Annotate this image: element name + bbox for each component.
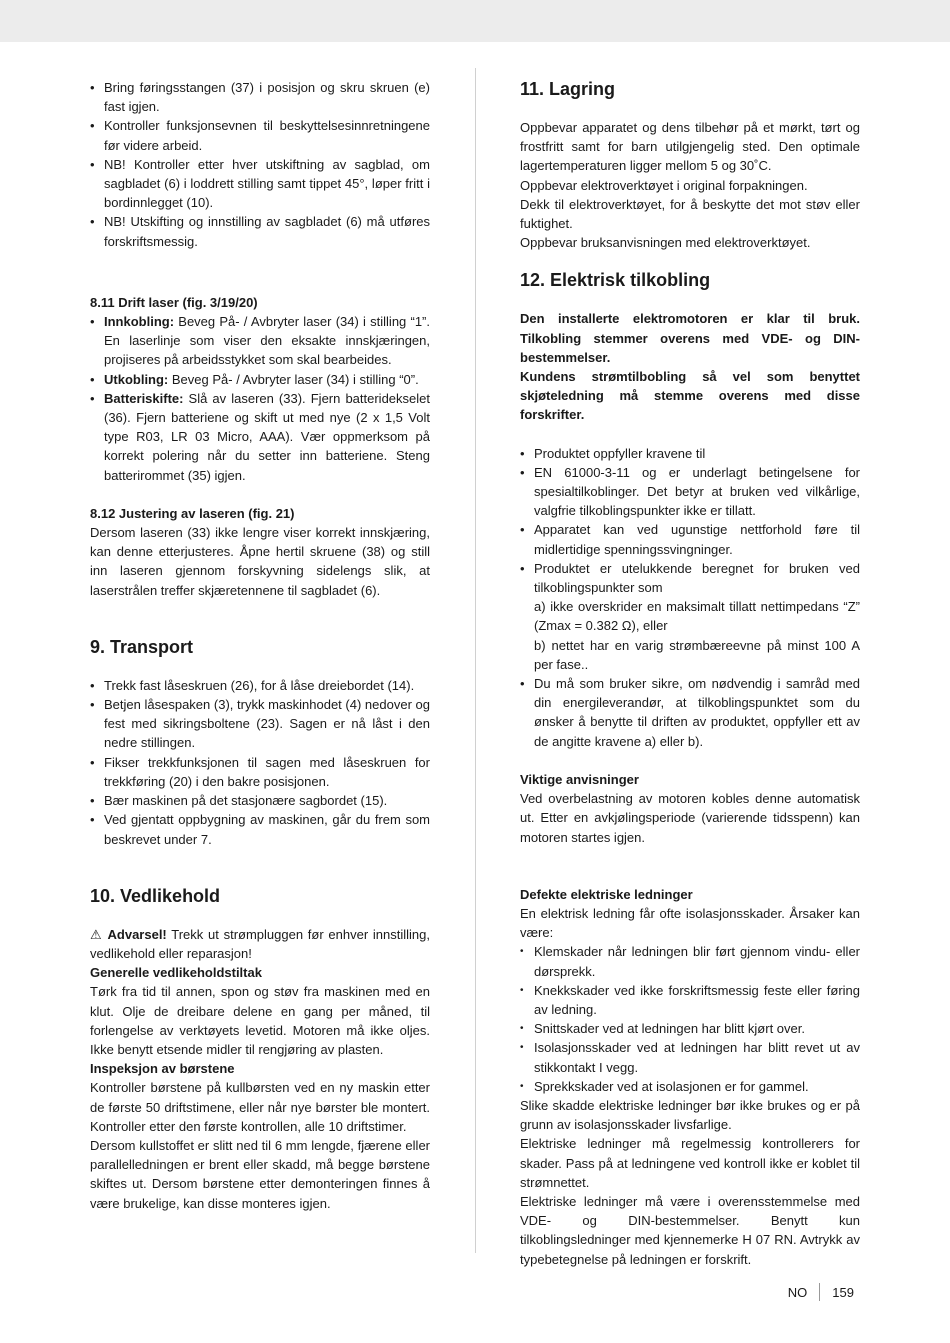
list-item <box>520 559 860 674</box>
list-item: • Ved gjentatt oppbygning av maskinen, går du frem som beskrevet under 7. <box>90 810 430 848</box>
right-column <box>520 78 860 1269</box>
list-item <box>90 389 430 485</box>
section-10-heading: 10. Vedlikehold <box>90 885 221 906</box>
language-code: NO <box>787 1284 808 1300</box>
section-9-heading: 9. Transport <box>90 636 194 657</box>
list-item: • Bring føringsstangen (37) i posisjon og skru skruen (e) fast igjen. <box>90 78 430 116</box>
warning-triangle-icon: ⚠ <box>90 926 103 942</box>
intro-bullet-list <box>90 78 430 251</box>
general-maintenance-title: Generelle vedlikeholdstiltak <box>90 965 262 981</box>
column-divider <box>475 68 476 1253</box>
storage-text: Oppbevar apparatet og dens tilbehør på et mørkt, tørt og frostfritt samt for barn utilgjengelig sted. Den optimale lagertemperaturen ligger mellom 5 og 30˚C. <box>520 120 860 174</box>
page-footer <box>788 1283 854 1301</box>
list-item: • Isolasjonsskader ved at ledningen har blitt revet ut av stikkontakt I vegg. <box>520 1038 860 1076</box>
storage-text: Oppbevar elektroverktøyet i original forpakningen. <box>520 177 808 193</box>
condition-b: b) nettet har en varig strømbæreevne på minst 100 A per fase.. <box>534 637 860 672</box>
brush-inspection-title: Inspeksjon av børstene <box>90 1061 235 1077</box>
laser-operation-list <box>90 312 430 485</box>
transport-list <box>90 676 430 849</box>
list-item: • Trekk fast låseskruen (26), for å låse dreiebordet (14). <box>90 676 430 695</box>
section-8-12-text: Dersom laseren (33) ikke lengre viser korrekt innskjæring, kan denne etterjusteres. Åpne hertil skruene (38) og still inn laseren gjennom forskyvning sidelengs slik, at laserstrålen treffer skjæretennene til sagbladet (6). <box>90 525 430 598</box>
list-item: • Snittskader ved at ledningen har blitt kjørt over. <box>520 1019 860 1038</box>
list-item: • Kontroller funksjonsevnen til beskyttelsesinnretningene før videre arbeid. <box>90 116 430 154</box>
list-item: • Bær maskinen på det stasjonære sagbordet (15). <box>90 791 430 810</box>
item-text: Beveg På- / Avbryter laser (34) i stilling “0”. <box>168 371 419 387</box>
section-8-12-title: 8.12 Justering av laseren (fig. 21) <box>90 505 295 521</box>
important-notes-title: Viktige anvisninger <box>520 771 639 787</box>
item-text: Slå av laseren (33). Fjern batteridekselet (36). Fjern batteriene og skift ut med nye (2 x 1,5 Volt type R03, LR 03 Micro, AAA). Vær oppmerksom på korrekt polering når du setter inn batteriene. Steng batterirommet (35) igjen. <box>104 390 430 483</box>
defective-cables-text: Slike skadde elektriske ledninger bør ikke brukes og er på grunn av isolasjonsskader livsfarlige. <box>520 1097 860 1133</box>
item-label: Batteriskifte: <box>104 390 184 406</box>
connection-notice-2: Kundens strømtilbobling så vel som benyttet skjøteledning må stemme overens med disse forskrifter. <box>520 369 860 423</box>
warning-paragraph <box>90 925 430 963</box>
footer-separator <box>819 1283 820 1301</box>
section-11-heading: 11. Lagring <box>520 79 616 99</box>
section-12-heading: 12. Elektrisk tilkobling <box>520 270 711 291</box>
list-item: • Produktet oppfyller kravene til <box>520 444 860 463</box>
page-number: 159 <box>832 1284 854 1300</box>
list-item: • Sprekkskader ved at isolasjonen er for gammel. <box>520 1077 860 1096</box>
defective-cables-intro: En elektrisk ledning får ofte isolasjonsskader. Årsaker kan være: <box>520 905 860 941</box>
list-item <box>90 370 430 389</box>
item-label: Utkobling: <box>104 371 169 387</box>
item-label: Innkobling: <box>104 314 175 330</box>
list-item: • Klemskader når ledningen blir ført gjennom vindu- eller dørsprekk. <box>520 942 860 980</box>
connection-requirements-list <box>520 444 860 751</box>
condition-a: a) ikke overskrider en maksimalt tillatt nettimpedans “Z” (Zmax = 0.382 Ω), eller <box>534 599 860 634</box>
item-text: Beveg På- / Avbryter laser (34) i stilling “1”. En laserlinje som viser den eksakte innskjæringen, projiseres på arbeidsstykket som skal bearbeides. <box>104 314 430 368</box>
warning-text: Trekk ut strømpluggen før enhver innstilling, vedlikehold eller reparasjon! <box>90 926 430 961</box>
warning-label: Advarsel! <box>107 926 167 942</box>
list-item: • EN 61000-3-11 og er underlagt betingelsene for spesialtilkoblinger. Det betyr at bruken ved vilkårlige, valgfrie tilkoblingspunkter ikke er tillatt. <box>520 463 860 521</box>
damage-causes-list <box>520 942 860 1096</box>
left-column <box>90 78 430 1213</box>
connection-notice: Den installerte elektromotoren er klar til bruk. Tilkobling stemmer overens med VDE- og DIN-bestemmelser. <box>520 311 860 365</box>
list-item <box>90 312 430 370</box>
brush-inspection-text-2: Dersom kullstoffet er slitt ned til 6 mm lengde, fjærene eller parallelledningen er brent eller skadd, må begge børstene skiftes ut. Dersom børstene etter demonteringen finnes å være brukelige, kan disse monteres igjen. <box>90 1137 430 1211</box>
storage-text: Dekk til elektroverktøyet, for å beskytte det mot støv eller fuktighet. <box>520 196 860 232</box>
defective-cables-text-3: Elektriske ledninger må være i overensstemmelse med VDE- og DIN-bestemmelser. Benytt kun tilkoblingsledninger med kjennemerke H 07 RN. Avtrykk av typebetegnelse på ledningen er forskrift. <box>520 1193 860 1267</box>
important-notes-text: Ved overbelastning av motoren kobles denne automatisk ut. Etter en avkjølingsperiode (varierende tidsspenn) kan motoren startes igjen. <box>520 791 860 845</box>
list-item: • NB! Utskifting og innstilling av sagbladet (6) må utføres forskriftsmessig. <box>90 212 430 250</box>
section-8-11-title: 8.11 Drift laser (fig. 3/19/20) <box>90 294 258 310</box>
list-item: • Apparatet kan ved ugunstige nettforhold føre til midlertidige spenningssvingninger. <box>520 520 860 558</box>
defective-cables-title: Defekte elektriske ledninger <box>520 886 693 902</box>
brush-inspection-text: Kontroller børstene på kullbørsten ved en ny maskin etter de første 50 driftstimene, eller når nye børster ble montert. Kontroller etter den første kontrollen, alle 10 driftstimer. <box>90 1080 430 1134</box>
top-bar <box>0 0 950 42</box>
list-item: • Knekkskader ved ikke forskriftsmessig feste eller føring av ledning. <box>520 981 860 1019</box>
list-item: • NB! Kontroller etter hver utskiftning av sagblad, om sagbladet (6) i loddrett stilling samt tippet 45°, løper fritt i bordinnlegget (10). <box>90 155 430 213</box>
list-item: • Du må som bruker sikre, om nødvendig i samråd med din energileverandør, at tilkoblingspunktet som du ønsker å benytte til driften av produktet, oppfyller ett av de angitte kravene a) eller b). <box>520 674 860 751</box>
storage-text: Oppbevar bruksanvisningen med elektroverktøyet. <box>520 235 811 251</box>
list-item: • Fikser trekkfunksjonen til sagen med låseskruen for trekkføring (20) i den bakre posisjonen. <box>90 753 430 791</box>
list-item: • Betjen låsespaken (3), trykk maskinhodet (4) nedover og fest med sikringsboltene (23). Sagen er nå låst i den nedre stillingen. <box>90 695 430 753</box>
defective-cables-text-2: Elektriske ledninger må regelmessig kontrollerers for skader. Pass på at ledningene ved kontroll ikke er koblet til strømnettet. <box>520 1136 860 1190</box>
item-text: Produktet er utelukkende beregnet for bruken ved tilkoblingspunkter som <box>534 560 860 596</box>
general-maintenance-text: Tørk fra tid til annen, spon og støv fra maskinen med en klut. Olje de dreibare delene en gang per måned, til forlengelse av verktøyets levetid. Motoren må ikke oljes. Ikke benytt etsende midler til rengjøring av plasten. <box>90 984 430 1057</box>
